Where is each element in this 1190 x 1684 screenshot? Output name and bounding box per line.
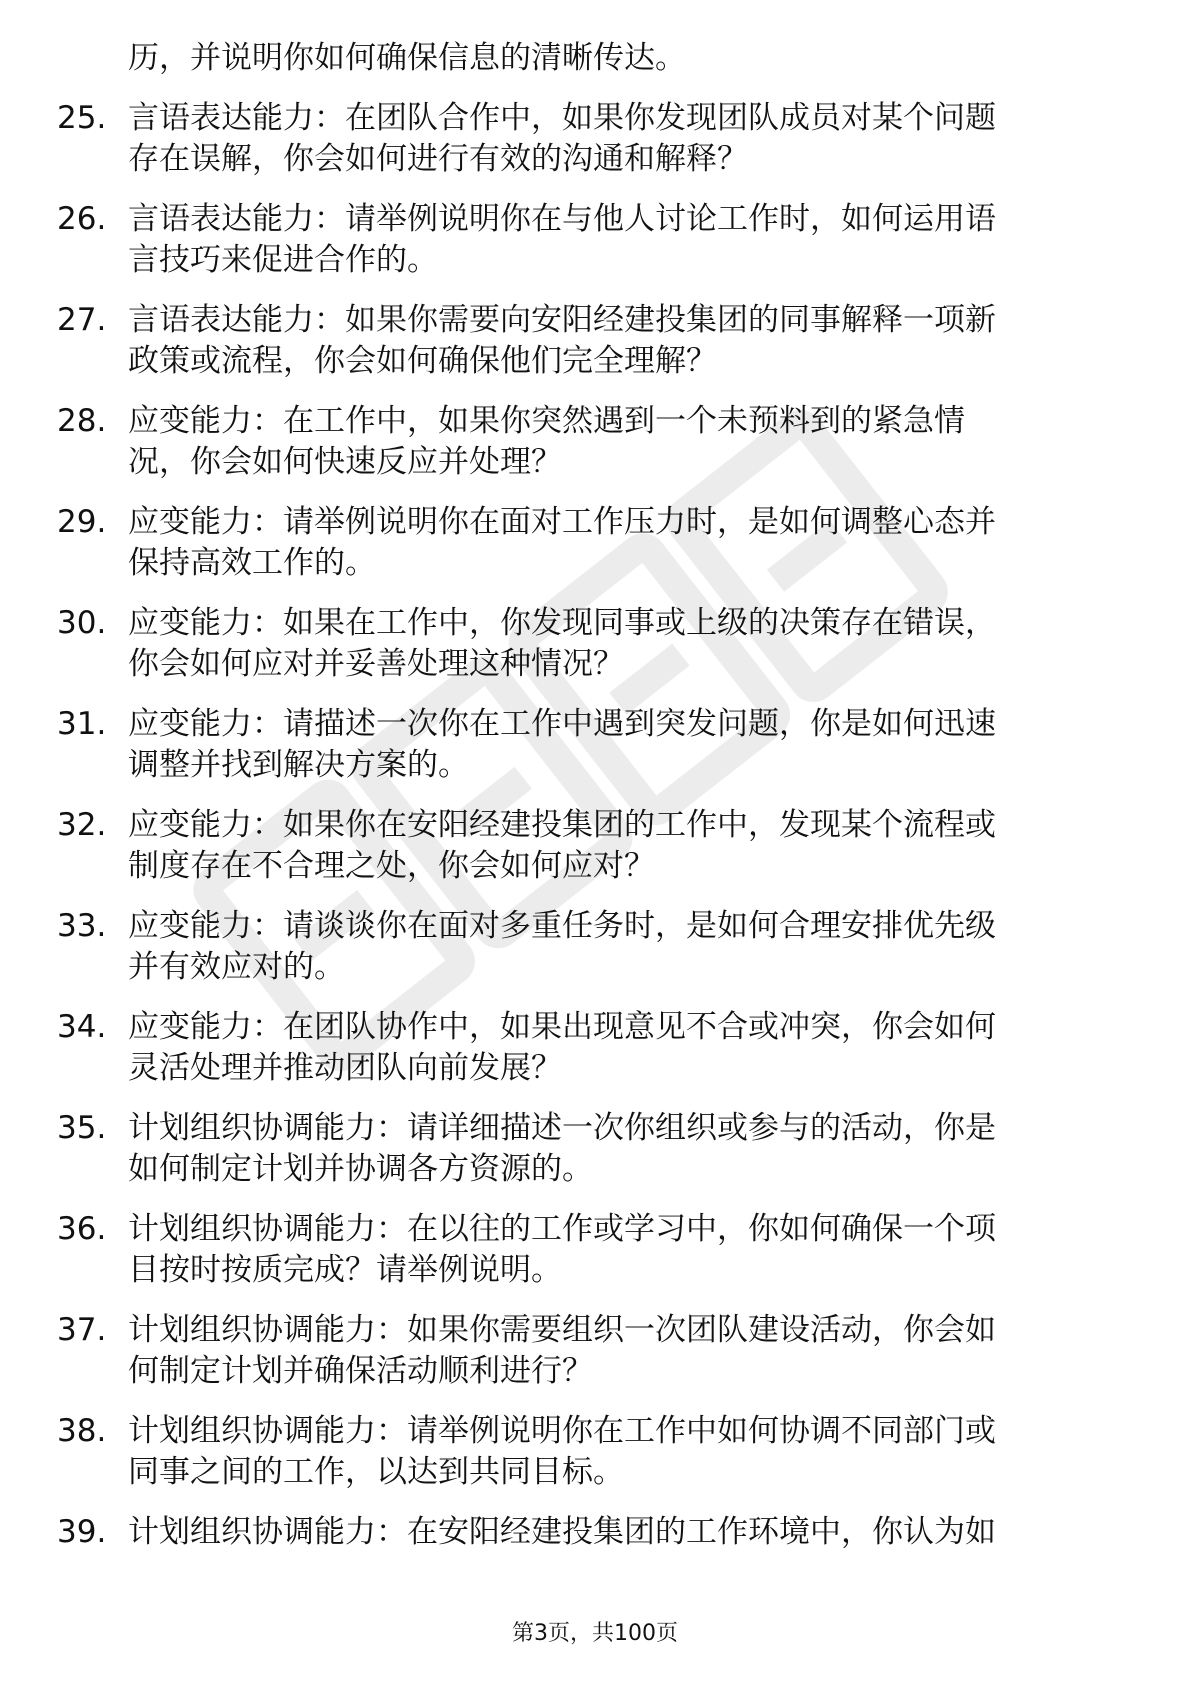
question-item — [0, 502, 1190, 584]
question-text-line: 应变能力：请谈谈你在面对多重任务时，是如何合理安排优先级 — [128, 908, 996, 944]
question-item — [0, 906, 1190, 988]
question-text-line: 计划组织协调能力：在以往的工作或学习中，你如何确保一个项 — [128, 1211, 996, 1247]
question-text-line: 计划组织协调能力：请举例说明你在工作中如何协调不同部门或 — [128, 1413, 996, 1449]
question-number: 26. — [57, 201, 107, 237]
question-text-line: 言语表达能力：请举例说明你在与他人讨论工作时，如何运用语 — [128, 201, 996, 237]
question-item — [0, 1310, 1190, 1392]
question-item — [0, 1411, 1190, 1493]
continuation-text: 历，并说明你如何确保信息的清晰传达。 — [128, 40, 686, 76]
question-number: 34. — [57, 1009, 107, 1045]
question-item — [0, 1209, 1190, 1291]
question-list — [0, 38, 1190, 1553]
question-number: 27. — [57, 302, 107, 338]
question-item — [0, 1108, 1190, 1190]
question-number: 35. — [57, 1110, 107, 1146]
question-item — [0, 300, 1190, 382]
question-text-line: 何制定计划并确保活动顺利进行？ — [128, 1353, 593, 1389]
question-text-line: 制度存在不合理之处，你会如何应对？ — [128, 848, 655, 884]
question-text-line: 应变能力：如果在工作中，你发现同事或上级的决策存在错误， — [128, 605, 996, 641]
question-number: 32. — [57, 807, 107, 843]
question-text-line: 言技巧来促进合作的。 — [128, 242, 438, 278]
question-item — [0, 98, 1190, 180]
question-text-line: 计划组织协调能力：请详细描述一次你组织或参与的活动，你是 — [128, 1110, 996, 1146]
question-text-line: 计划组织协调能力：如果你需要组织一次团队建设活动，你会如 — [128, 1312, 996, 1348]
question-text-line: 并有效应对的。 — [128, 949, 345, 985]
question-text-line: 你会如何应对并妥善处理这种情况？ — [128, 646, 624, 682]
question-item — [0, 1007, 1190, 1089]
question-number: 31. — [57, 706, 107, 742]
question-text-line: 应变能力：在团队协作中，如果出现意见不合或冲突，你会如何 — [128, 1009, 996, 1045]
question-number: 28. — [57, 403, 107, 439]
question-item — [0, 704, 1190, 786]
question-item — [0, 199, 1190, 281]
question-number: 39. — [57, 1514, 107, 1550]
question-number: 37. — [57, 1312, 107, 1348]
question-item — [0, 1512, 1190, 1553]
question-text-line: 同事之间的工作，以达到共同目标。 — [128, 1454, 624, 1490]
question-text-line: 存在误解，你会如何进行有效的沟通和解释？ — [128, 141, 748, 177]
question-text-line: 计划组织协调能力：在安阳经建投集团的工作环境中，你认为如 — [128, 1514, 996, 1550]
question-text-line: 况，你会如何快速反应并处理？ — [128, 444, 562, 480]
question-text-line: 政策或流程，你会如何确保他们完全理解？ — [128, 343, 717, 379]
question-number: 38. — [57, 1413, 107, 1449]
question-text-line: 言语表达能力：在团队合作中，如果你发现团队成员对某个问题 — [128, 100, 996, 136]
question-item — [0, 603, 1190, 685]
question-number: 36. — [57, 1211, 107, 1247]
question-text-line: 灵活处理并推动团队向前发展？ — [128, 1050, 562, 1086]
question-number: 33. — [57, 908, 107, 944]
question-text-line: 言语表达能力：如果你需要向安阳经建投集团的同事解释一项新 — [128, 302, 996, 338]
question-item — [0, 805, 1190, 887]
question-text-line: 应变能力：请举例说明你在面对工作压力时，是如何调整心态并 — [128, 504, 996, 540]
question-text-line: 如何制定计划并协调各方资源的。 — [128, 1151, 593, 1187]
question-text-line: 应变能力：请描述一次你在工作中遇到突发问题，你是如何迅速 — [128, 706, 996, 742]
question-item — [0, 401, 1190, 483]
question-text-line: 调整并找到解决方案的。 — [128, 747, 469, 783]
page-footer: 第3页，共100页 — [512, 1621, 678, 1646]
question-text-line: 保持高效工作的。 — [128, 545, 376, 581]
question-number: 25. — [57, 100, 107, 136]
question-text-line: 目按时按质完成？请举例说明。 — [128, 1252, 562, 1288]
question-text-line: 应变能力：如果你在安阳经建投集团的工作中，发现某个流程或 — [128, 807, 996, 843]
question-text-line: 应变能力：在工作中，如果你突然遇到一个未预料到的紧急情 — [128, 403, 965, 439]
question-number: 29. — [57, 504, 107, 540]
question-number: 30. — [57, 605, 107, 641]
